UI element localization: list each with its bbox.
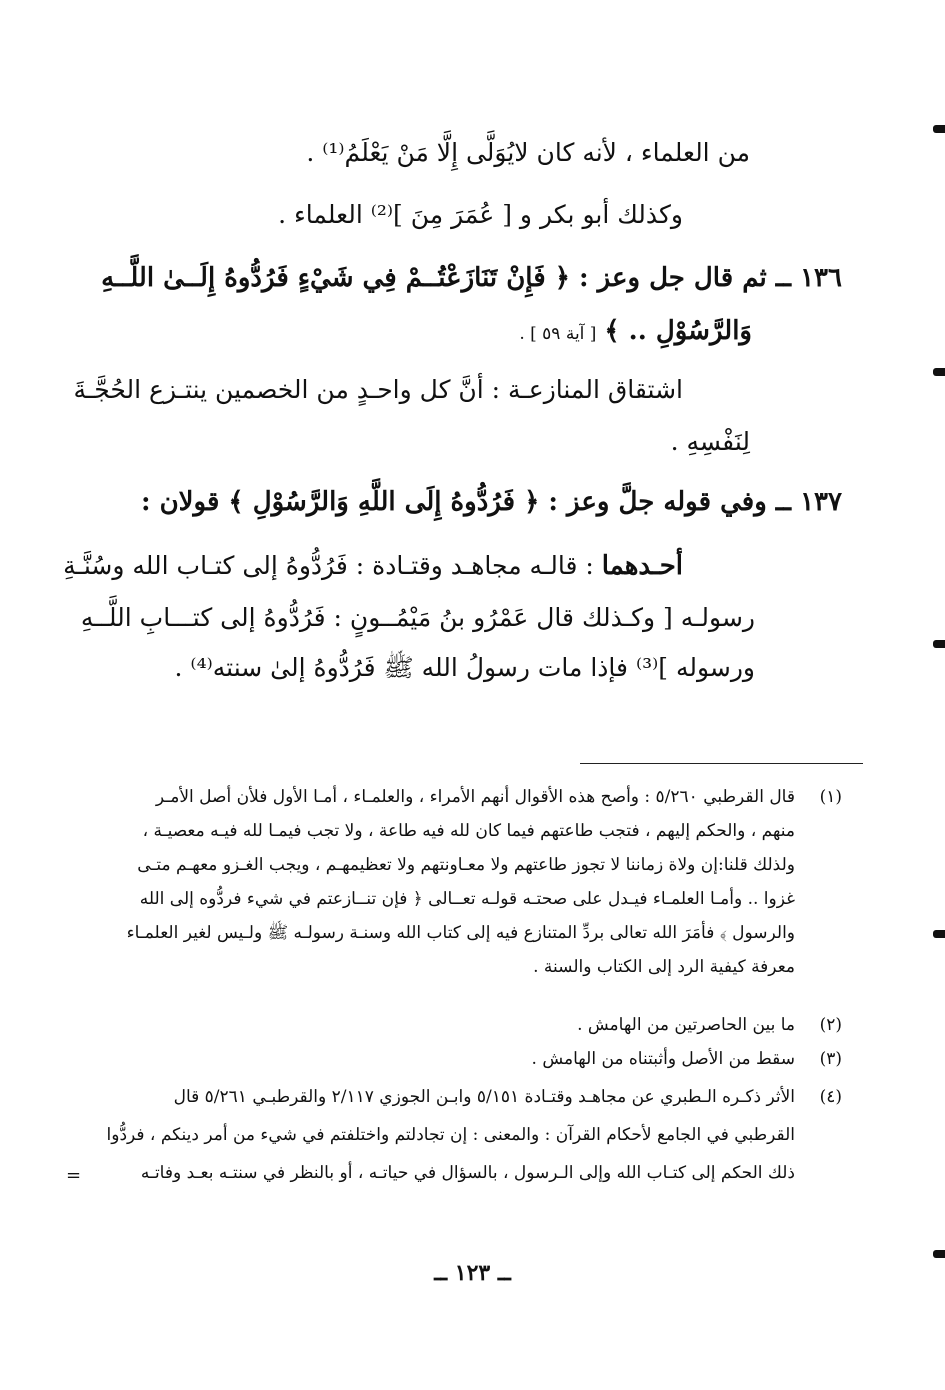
main-line-1: من العلماء ، لأنه كان لايُوَلَّى إِلَّا مَنْ يَعْلَمُ⁽¹⁾ .	[306, 138, 750, 167]
footnote-separator	[580, 763, 863, 764]
main-line-8	[63, 546, 683, 586]
main-line-6: لِنَفْسِهِ .	[670, 427, 750, 456]
scan-edge-mark	[933, 125, 945, 133]
main-line-10: ورسوله ]⁽³⁾ فإذا مات رسولُ الله ﷺ فَرُدُّوهُ إلىٰ سنته⁽⁴⁾ .	[174, 653, 755, 682]
scan-edge-mark	[933, 1250, 945, 1258]
footnote-1-line-1: قال القرطبي ٥/٢٦٠ : وأصح هذه الأقوال أنهم الأمراء ، والعلمـاء ، أمـا الأول فلأن أصل الأمـر	[155, 787, 795, 807]
main-line-9: رسولـه [ وكـذلك قال عَمْرُو بنُ مَيْمُــونٍ : فَرُدُّوهُ إلى كتـــابِ اللَّــهِ	[80, 603, 755, 632]
page-number: ــ ١٢٣ ــ	[434, 1260, 511, 1286]
footnote-4-line-2: القرطبي في الجامع لأحكام القرآن : والمعنى : إن تجادلتم واختلفتم في شيء من أمر دينكم ، فردُّوا	[106, 1125, 795, 1145]
verse-136-line: ١٣٦ ــ ثم قال جل وعز : ﴿ فَإِنْ تَنَازَعْتُــمْ فِي شَيْءٍ فَرُدُّوهُ إِلَــىٰ اللَّــهِ	[101, 263, 842, 293]
footnote-3-number: (٣)	[819, 1049, 842, 1069]
scan-edge-mark	[933, 930, 945, 938]
main-line-5: اشتقاق المنازعـة : أنَّ كل واحـدٍ من الخصمين ينتـزع الحُجَّـةَ	[73, 375, 683, 404]
footnote-3-text: سقط من الأصل وأثبتناه من الهامش .	[531, 1049, 795, 1069]
footnote-continuation-mark: =	[66, 1165, 82, 1186]
main-line-2: وكذلك أبو بكر و [ عُمَرَ مِنَ ]⁽²⁾ العلماء .	[278, 200, 683, 229]
verse-137-line: ١٣٧ ــ وفي قوله جلَّ وعز : ﴿ فَرُدُّوهُ إِلَى اللَّهِ وَالرَّسُوْلِ ﴾ قولان :	[140, 487, 842, 517]
scan-edge-mark	[933, 368, 945, 376]
footnote-4-line-1: الأثر ذكـره الـطبري عن مجاهـد وقتـادة ٥/١٥١ وابـن الجوزي ٢/١١٧ والقرطبـي ٥/٢٦١ قال	[173, 1087, 795, 1107]
footnote-1-line-5: والرسول ﴾ فأمَرَ الله تعالى بردِّ المتنازع فيه إلى كتاب الله وسنـة رسولـه ﷺ ولـيس لغير العلمـاء	[126, 923, 795, 943]
footnote-2-number: (٢)	[819, 1015, 842, 1035]
footnote-1-line-3: ولذلك قلنا:إن ولاة زماننا لا تجوز طاعتهم ولا معـاونتهم ولا تعظيمهـم ، ويجب الغـزو معهـم متـى	[137, 855, 795, 875]
footnote-1-number: (١)	[819, 787, 842, 807]
footnote-4-line-3: ذلك الحكم إلى كتـاب الله وإلى الـرسول ، بالسؤال في حياتـه ، أو بالنظر في سنتـه بعـد وفاتـه	[140, 1163, 795, 1183]
footnote-1-line-6: معرفة كيفية الرد إلى الكتاب والسنة .	[533, 957, 795, 977]
first-opinion-label: أحـدهما	[601, 551, 683, 581]
verse-reference: [ آية ٥٩ ] .	[519, 324, 597, 344]
scan-edge-mark	[933, 640, 945, 648]
first-opinion-text: : قالـه مجاهـد وقتـادة : فَرُدُّوهُ إلى كتـاب الله وسُنَّـةِ	[63, 551, 594, 580]
footnote-1-line-4: غزوا .. وأمـا العلمـاء فيـدل على صحتـه قولـه تعــالى ﴿ فإن تنــازعتم في شيء فردُّوه إلى الله	[139, 889, 795, 909]
verse-136-end: وَالرَّسُوْلِ .. ﴾	[604, 316, 752, 346]
footnote-4-number: (٤)	[819, 1087, 842, 1107]
verse-136-continuation	[519, 311, 752, 354]
footnote-2-text: ما بين الحاصرتين من الهامش .	[577, 1015, 795, 1035]
footnote-1-line-2: منهم ، والحكم إليهم ، فتجب طاعتهم فيما كان لله فيه طاعة ، ولا تجب فيمـا لله فيـه معصيـة ،	[142, 821, 795, 841]
